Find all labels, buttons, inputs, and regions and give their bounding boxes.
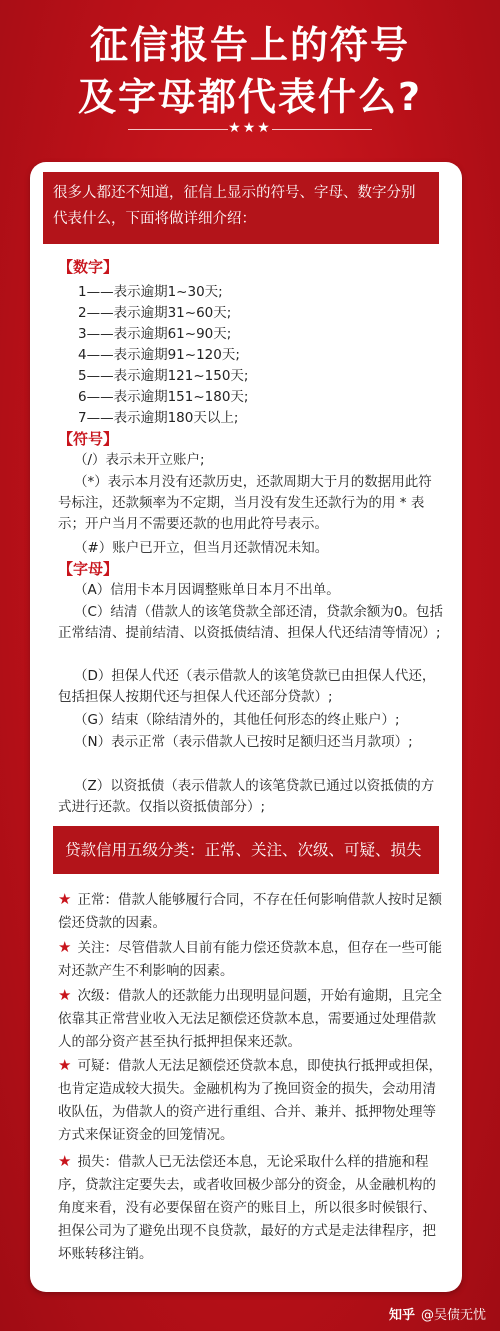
number-item: 6——表示逾期151~180天; xyxy=(78,389,249,405)
zhihu-logo: 知乎 xyxy=(388,1308,415,1323)
divider-line-left xyxy=(128,129,228,130)
page-title-line1: 征信报告上的符号 xyxy=(89,23,410,67)
number-item: 2——表示逾期31~60天; xyxy=(78,305,232,321)
grade-text: 可疑：借款人无法足额偿还贷款本息，即使执行抵押或担保，也肯定造成较大损失。金融机构为了挽回资金的损失，会动用清收队伍，为借款人的资产进行重组、合并、兼并、抵押物处理等方式来保证资金的回笼情况。 xyxy=(58,1058,442,1143)
author-handle: @吴债无忧 xyxy=(420,1308,486,1323)
grade-text: 正常：借款人能够履行合同，不存在任何影响借款人按时足额偿还贷款的因素。 xyxy=(58,892,442,931)
three-stars-icon: ★★★ xyxy=(228,120,272,136)
grade-text: 次级：借款人的还款能力出现明显问题，开始有逾期，且完全依靠其正常营业收入无法足额偿还贷款本息，需要通过处理借款人的部分资产甚至执行抵押担保来还款。 xyxy=(58,988,442,1050)
letter-item: （G）结束（除结清外的，其他任何形态的终止账户）; xyxy=(74,712,400,728)
letter-item: （Z）以资抵债（表示借款人的该笔贷款已通过以资抵债的方式进行还款。仅指以资抵债部分）; xyxy=(58,778,435,815)
letter-item: （D）担保人代还（表示借款人的该笔贷款已由担保人代还，包括担保人按期代还与担保人代还部分贷款）; xyxy=(58,668,436,705)
grade-text: 损失：借款人已无法偿还本息，无论采取什么样的措施和程序，贷款注定要失去，或者收回极少部分的资金，从金融机构的角度来看，没有必要保留在资产的账目上，所以很多时候银行、担保公司为了避免出现不良贷款，最好的方式是走法律程序，把坏账转移注销。 xyxy=(58,1154,436,1262)
number-item: 3——表示逾期61~90天; xyxy=(78,326,232,342)
red-star-icon: ★ xyxy=(58,890,72,908)
grade-item xyxy=(58,1054,444,1147)
symbol-item: （/）表示未开立账户; xyxy=(74,452,205,468)
numbers-label: 【数字】 xyxy=(58,258,119,276)
letter-item: （C）结清（借款人的该笔贷款全部还清，贷款余额为0。包括正常结清、提前结清、以资抵债结清、担保人代还结清等情况）; xyxy=(58,604,444,641)
watermark xyxy=(389,1304,486,1323)
symbols-label: 【符号】 xyxy=(58,430,119,448)
grade-item xyxy=(58,984,444,1054)
letters-label: 【字母】 xyxy=(58,560,119,578)
letter-item: （A）信用卡本月因调整账单日本月不出单。 xyxy=(74,582,340,598)
page-title-line2: 及字母都代表什么? xyxy=(77,75,423,119)
divider-line-right xyxy=(272,129,372,130)
grade-item xyxy=(58,1150,444,1266)
grade-text: 关注：尽管借款人目前有能力偿还贷款本息，但存在一些可能对还款产生不利影响的因素。 xyxy=(58,940,442,979)
red-star-icon: ★ xyxy=(58,1056,72,1074)
red-star-icon: ★ xyxy=(58,986,72,1004)
number-item: 4——表示逾期91~120天; xyxy=(78,347,240,363)
letter-item: （N）表示正常（表示借款人已按时足额归还当月款项）; xyxy=(74,734,413,750)
grade-item xyxy=(58,936,444,983)
number-item: 5——表示逾期121~150天; xyxy=(78,368,249,384)
five-levels-title: 贷款信用五级分类：正常、关注、次级、可疑、损失 xyxy=(53,826,439,874)
red-star-icon: ★ xyxy=(58,938,72,956)
symbol-item: （#）账户已开立，但当月还款情况未知。 xyxy=(74,540,329,556)
grade-item xyxy=(58,888,444,935)
number-item: 7——表示逾期180天以上; xyxy=(78,410,239,426)
title-divider xyxy=(0,120,500,140)
red-star-icon: ★ xyxy=(58,1152,72,1170)
number-item: 1——表示逾期1~30天; xyxy=(78,284,223,300)
intro-box: 很多人都还不知道，征信上显示的符号、字母、数字分别代表什么，下面将做详细介绍： xyxy=(43,172,439,244)
symbol-item: （*）表示本月没有还款历史，还款周期大于月的数据用此符号标注，还款频率为不定期，当月没有发生还款行为的用 * 表示；开户当月不需要还款的也用此符号表示。 xyxy=(58,474,432,532)
